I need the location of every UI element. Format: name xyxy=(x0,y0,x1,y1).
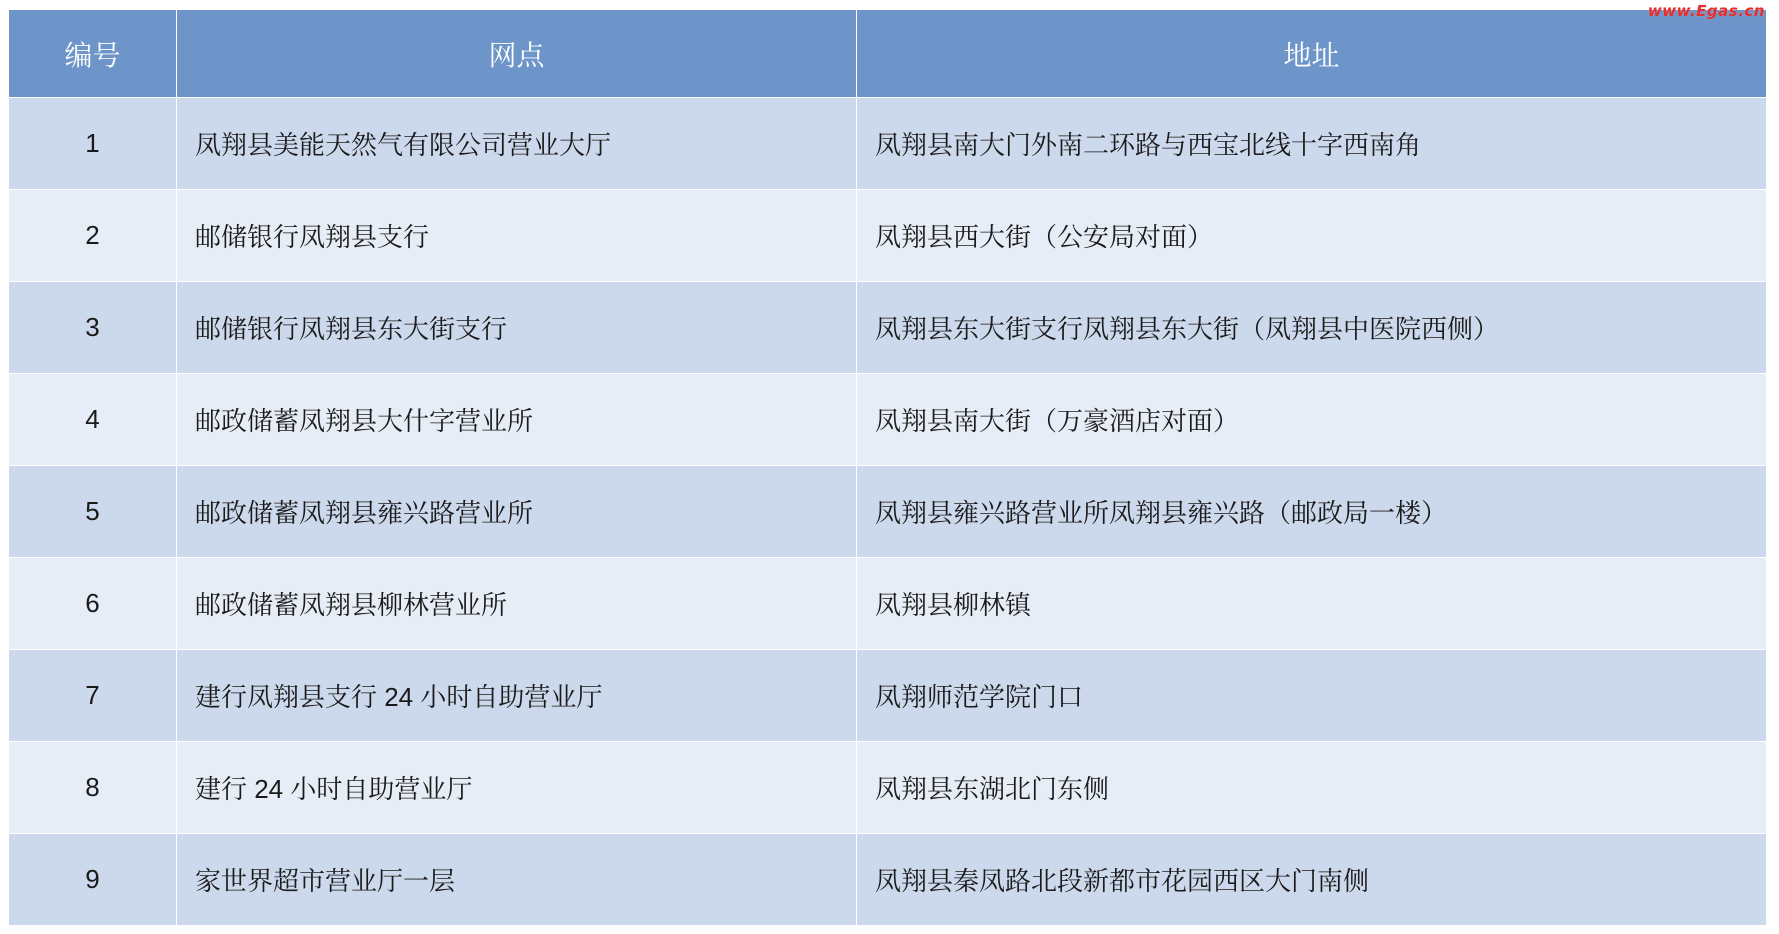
table-header xyxy=(9,10,1767,98)
cell-name: 邮政储蓄凤翔县雍兴路营业所 xyxy=(177,466,857,558)
cell-name: 建行凤翔县支行 24 小时自助营业厅 xyxy=(177,650,857,742)
cell-name: 家世界超市营业厅一层 xyxy=(177,834,857,926)
column-header-address: 地址 xyxy=(857,10,1767,98)
table-row xyxy=(9,98,1767,190)
table-row xyxy=(9,558,1767,650)
cell-address: 凤翔县秦凤路北段新都市花园西区大门南侧 xyxy=(857,834,1767,926)
cell-address: 凤翔县柳林镇 xyxy=(857,558,1767,650)
cell-address: 凤翔县雍兴路营业所凤翔县雍兴路（邮政局一楼） xyxy=(857,466,1767,558)
table-row xyxy=(9,282,1767,374)
cell-address: 凤翔县西大街（公安局对面） xyxy=(857,190,1767,282)
column-header-name: 网点 xyxy=(177,10,857,98)
table-row xyxy=(9,650,1767,742)
cell-name: 邮政储蓄凤翔县大什字营业所 xyxy=(177,374,857,466)
cell-address: 凤翔县南大门外南二环路与西宝北线十字西南角 xyxy=(857,98,1767,190)
cell-no: 4 xyxy=(9,374,177,466)
cell-name: 邮政储蓄凤翔县柳林营业所 xyxy=(177,558,857,650)
cell-address: 凤翔县南大街（万豪酒店对面） xyxy=(857,374,1767,466)
cell-no: 7 xyxy=(9,650,177,742)
cell-address: 凤翔县东大街支行凤翔县东大街（凤翔县中医院西侧） xyxy=(857,282,1767,374)
table-row xyxy=(9,466,1767,558)
cell-no: 6 xyxy=(9,558,177,650)
cell-no: 1 xyxy=(9,98,177,190)
cell-no: 2 xyxy=(9,190,177,282)
table-row xyxy=(9,374,1767,466)
cell-address: 凤翔县东湖北门东侧 xyxy=(857,742,1767,834)
cell-no: 9 xyxy=(9,834,177,926)
cell-name: 邮储银行凤翔县东大街支行 xyxy=(177,282,857,374)
table-row xyxy=(9,834,1767,926)
branch-locations-table xyxy=(8,9,1767,926)
site-watermark: www.Egas.cn xyxy=(1647,2,1765,20)
table-row xyxy=(9,742,1767,834)
cell-name: 凤翔县美能天然气有限公司营业大厅 xyxy=(177,98,857,190)
cell-name: 邮储银行凤翔县支行 xyxy=(177,190,857,282)
cell-address: 凤翔师范学院门口 xyxy=(857,650,1767,742)
table-header-row xyxy=(9,10,1767,98)
column-header-no: 编号 xyxy=(9,10,177,98)
cell-no: 8 xyxy=(9,742,177,834)
cell-no: 3 xyxy=(9,282,177,374)
table-row xyxy=(9,190,1767,282)
cell-no: 5 xyxy=(9,466,177,558)
table-body xyxy=(9,98,1767,926)
cell-name: 建行 24 小时自助营业厅 xyxy=(177,742,857,834)
